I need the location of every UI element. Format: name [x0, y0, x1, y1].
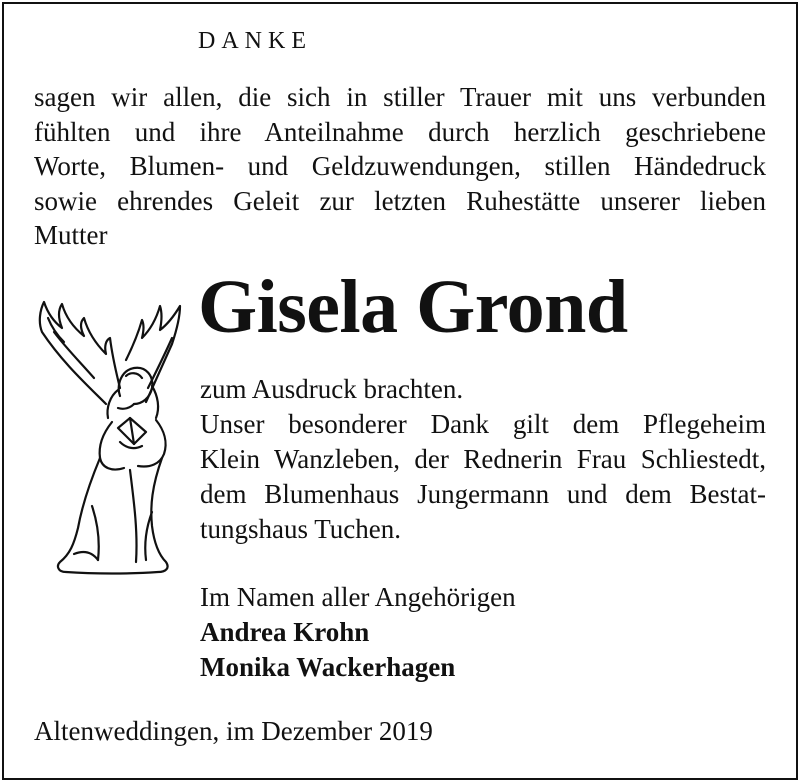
- signoff-block: [200, 580, 516, 685]
- intro-line: sowie ehrendes Geleit zur letzten Ruhestätte unserer lieben: [34, 185, 766, 216]
- signer-name: Andrea Krohn: [200, 617, 370, 647]
- place-date: Altenweddingen, im Dezember 2019: [34, 716, 433, 746]
- angel-icon: [34, 292, 186, 582]
- intro-paragraph: [34, 80, 766, 253]
- body-line: tungshaus Tuchen.: [200, 514, 402, 544]
- body-line: zum Ausdruck brachten.: [200, 374, 464, 404]
- signer-name: Monika Wackerhagen: [200, 652, 456, 682]
- deceased-name: Gisela Grond: [198, 265, 628, 349]
- intro-line: Mutter: [34, 220, 108, 250]
- thanks-paragraph: [200, 372, 766, 547]
- intro-line: fühlten und ihre Anteilnahme durch herzlich geschriebene: [34, 116, 766, 147]
- body-line: dem Blumenhaus Jungermann und dem Bestat-: [200, 479, 766, 509]
- body-line: Unser besonderer Dank gilt dem Pflegeheim: [200, 409, 766, 439]
- on-behalf-line: Im Namen aller Angehörigen: [200, 582, 516, 612]
- heading: DANKE: [198, 28, 312, 54]
- body-line: Klein Wanzleben, der Rednerin Frau Schliestedt,: [200, 444, 766, 474]
- intro-line: Worte, Blumen- und Geldzuwendungen, stillen Händedruck: [34, 151, 766, 181]
- intro-line: sagen wir allen, die sich in stiller Trauer mit uns verbunden: [34, 82, 766, 112]
